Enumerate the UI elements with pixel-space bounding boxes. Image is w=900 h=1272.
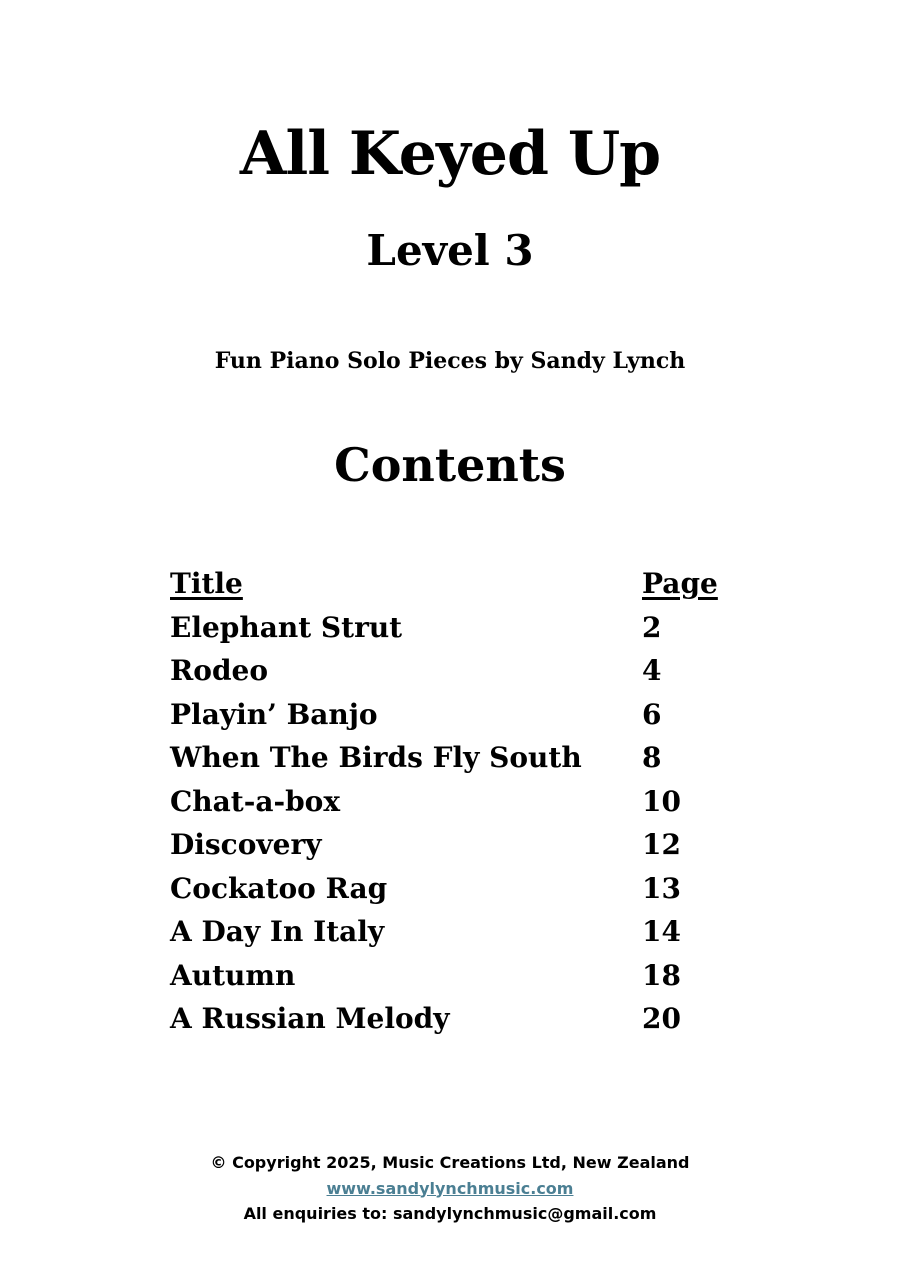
toc-row [170,867,730,911]
toc-header-row [170,562,730,606]
toc-entry-page: 14 [642,915,681,949]
toc-entry-page: 13 [642,871,681,905]
toc-row [170,954,730,998]
toc-title-column-header: Title [170,567,243,601]
toc-row [170,736,730,780]
toc-entry-page: 4 [642,654,662,688]
toc-page-column-header: Page [642,567,718,601]
toc-row [170,997,730,1041]
toc-entry-title: Discovery [170,828,322,862]
website-link[interactable]: www.sandylynchmusic.com [326,1178,574,1198]
toc-entry-page: 2 [642,610,662,644]
toc-entry-title: Autumn [170,958,296,992]
enquiries-contact: All enquiries to: sandylynchmusic@gmail.com [243,1204,657,1223]
footer [0,1150,900,1227]
toc-row [170,649,730,693]
toc-entry-title: A Russian Melody [170,1002,450,1036]
contents-heading: Contents [334,438,566,492]
toc-row [170,693,730,737]
toc-entry-page: 20 [642,1002,681,1036]
document-byline: Fun Piano Solo Pieces by Sandy Lynch [214,348,686,374]
toc-entry-page: 18 [642,958,681,992]
toc-entry-title: When The Birds Fly South [170,741,582,775]
toc-entry-title: Chat-a-box [170,784,341,818]
table-of-contents [170,562,730,1041]
toc-entry-page: 10 [642,784,681,818]
toc-row [170,780,730,824]
document-subtitle: Level 3 [366,226,534,275]
toc-entry-title: Elephant Strut [170,610,403,644]
toc-entry-title: Rodeo [170,654,269,688]
toc-row [170,823,730,867]
toc-entry-page: 12 [642,828,681,862]
toc-row [170,910,730,954]
toc-entry-page: 6 [642,697,662,731]
document-title: All Keyed Up [239,119,661,189]
toc-row [170,606,730,650]
toc-entry-title: Cockatoo Rag [170,871,388,905]
toc-entry-title: Playin’ Banjo [170,697,378,731]
toc-entry-page: 8 [642,741,662,775]
copyright-notice: © Copyright 2025, Music Creations Ltd, New Zealand [210,1153,690,1172]
toc-entry-title: A Day In Italy [170,915,385,949]
